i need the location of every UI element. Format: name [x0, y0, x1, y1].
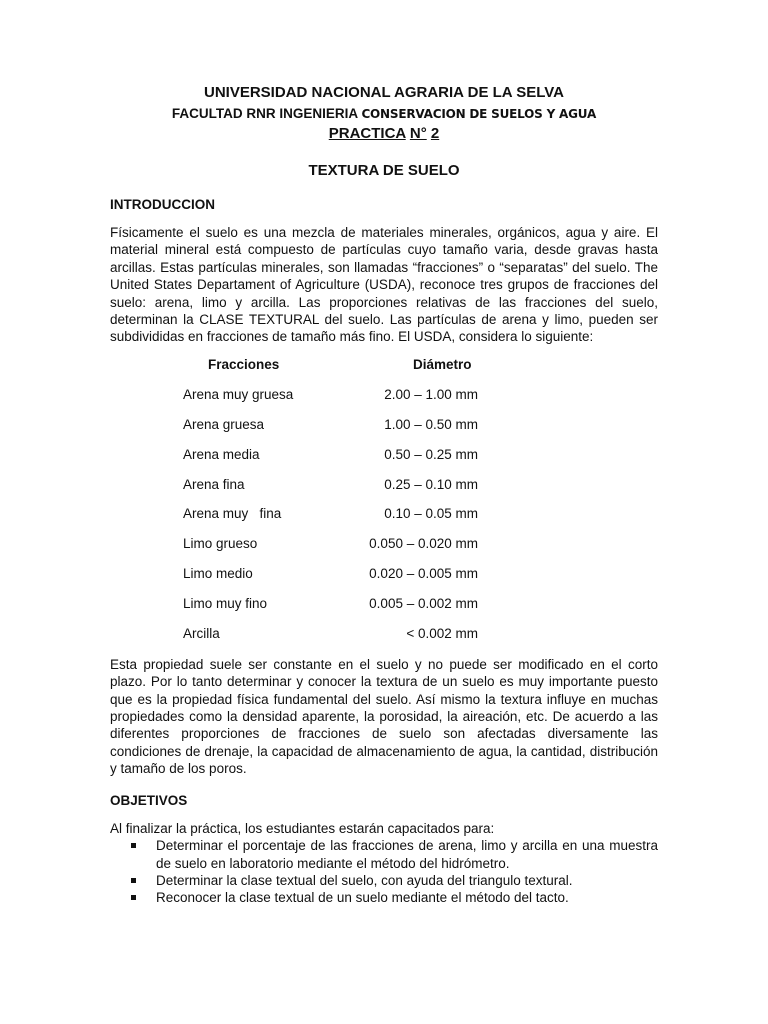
objetivos-heading: OBJETIVOS [110, 792, 188, 808]
fraction-diameter: 0.25 – 0.10 mm [384, 476, 478, 492]
list-item [110, 872, 658, 889]
list-item [110, 837, 658, 872]
table-header-fracciones: Fracciones [208, 356, 280, 372]
table-body [183, 387, 503, 656]
list-item [110, 889, 658, 906]
university-name: UNIVERSIDAD NACIONAL AGRARIA DE LA SELVA [203, 84, 564, 101]
square-bullet-icon [131, 895, 136, 900]
fraction-diameter: 0.10 – 0.05 mm [384, 506, 478, 522]
table-row [183, 417, 503, 447]
fraction-diameter: 0.020 – 0.005 mm [369, 566, 478, 582]
fraction-name: Limo medio [183, 566, 253, 582]
faculty-name: FACULTAD RNR INGENIERIA [171, 106, 358, 121]
objective-text: Reconocer la clase textual de un suelo mediante el método del tacto. [156, 890, 569, 906]
intro-heading: INTRODUCCION [110, 197, 215, 212]
fractions-table [183, 357, 503, 656]
table-row [183, 626, 503, 656]
intro-paragraph: Físicamente el suelo es una mezcla de materiales minerales, orgánicos, agua y aire. El material mineral está compuesto de partículas cuyo tamaño varia, desde gravas hasta arcillas. Estas partículas minerales, son llamadas “fracciones” o “separatas” del suelo. The United States Departament of Agriculture (USDA), reconoce tres grupos de fracciones del suelo: arena, limo y arcilla. Las proporciones relativas de las fracciones del suelo, determinan la CLASE TEXTURAL del suelo. Las partículas de arena y limo, pueden ser subdivididas en fracciones de tamaño más fino. El USDA, considera lo siguiente: [110, 225, 658, 345]
fraction-diameter: 0.005 – 0.002 mm [369, 596, 478, 612]
fraction-diameter: 0.50 – 0.25 mm [384, 446, 478, 462]
objetivos-intro: Al finalizar la práctica, los estudiantes estarán capacitados para: [110, 820, 495, 836]
practica-number: 2 [430, 125, 440, 142]
fraction-name: Arena media [183, 446, 260, 462]
document-title: TEXTURA DE SUELO [308, 162, 460, 179]
objective-text: Determinar la clase textual del suelo, con ayuda del triangulo textural. [156, 872, 573, 888]
practica-n-symbol: N° [409, 125, 427, 142]
table-row [183, 447, 503, 477]
fraction-diameter: 2.00 – 1.00 mm [384, 386, 478, 402]
table-row [183, 506, 503, 536]
document-page [110, 84, 658, 907]
practica-heading [110, 125, 658, 143]
fraction-diameter: 0.050 – 0.020 mm [369, 536, 478, 552]
fraction-name: Limo muy fino [183, 596, 268, 612]
table-header-diametro: Diámetro [413, 356, 472, 372]
table-header-row [183, 357, 503, 387]
fraction-name: Arena muy gruesa [183, 386, 294, 402]
faculty-line [110, 105, 658, 123]
fraction-name: Limo grueso [183, 536, 258, 552]
square-bullet-icon [131, 843, 136, 848]
fraction-name: Arena muy fina [183, 506, 282, 522]
fraction-name: Arena fina [183, 476, 245, 492]
objective-text: Determinar el porcentaje de las fracciones de arena, limo y arcilla en una muestra de suelo en laboratorio mediante el método del hidrómetro. [156, 838, 658, 871]
objetivos-list [110, 837, 658, 907]
practica-label: PRACTICA [328, 125, 406, 142]
table-row [183, 566, 503, 596]
fraction-name: Arcilla [183, 625, 220, 641]
texture-paragraph: Esta propiedad suele ser constante en el suelo y no puede ser modificado en el corto plazo. Por lo tanto determinar y conocer la textura de un suelo es muy importante puesto que es la propiedad física fundamental del suelo. Así mismo la textura influye en muchas propiedades como la densidad aparente, la porosidad, la aireación, etc. De acuerdo a las diferentes proporciones de fracciones de suelo son afectadas diversamente las condiciones de drenaje, la capacidad de almacenamiento de agua, la cantidad, distribución y tamaño de los poros. [110, 656, 658, 777]
square-bullet-icon [131, 878, 136, 883]
fraction-name: Arena gruesa [183, 416, 265, 432]
table-row [183, 536, 503, 566]
fraction-diameter: 1.00 – 0.50 mm [384, 416, 478, 432]
table-row [183, 477, 503, 507]
fraction-diameter: < 0.002 mm [406, 625, 478, 641]
table-row [183, 596, 503, 626]
table-row [183, 387, 503, 417]
faculty-subtitle: CONSERVACION DE SUELOS Y AGUA [361, 107, 597, 121]
